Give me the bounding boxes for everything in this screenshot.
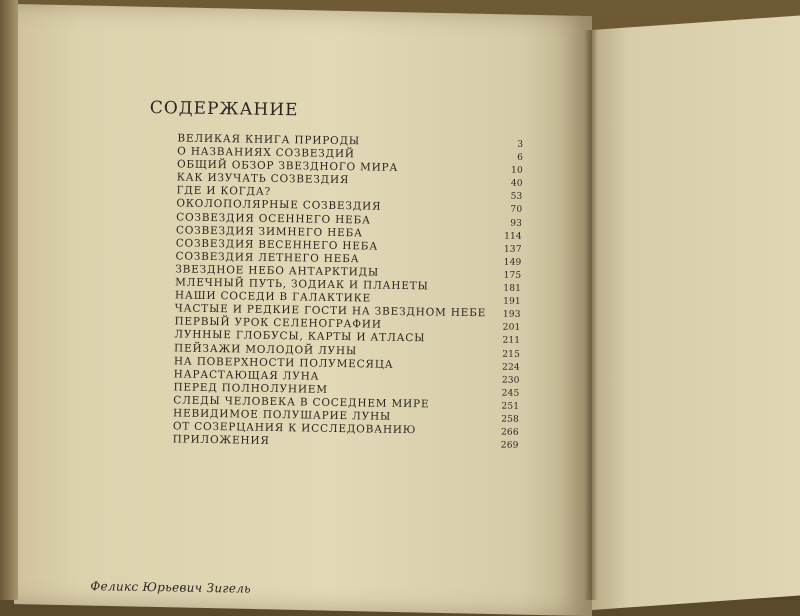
toc-entry-page: 93 <box>510 218 523 229</box>
toc-entry-page: 245 <box>501 388 520 399</box>
toc-entry-title: ВЕЛИКАЯ КНИГА ПРИРОДЫ <box>177 132 361 148</box>
toc-entry-title: ЛУННЫЕ ГЛОБУСЫ, КАРТЫ И АТЛАСЫ <box>174 328 426 345</box>
toc-entry-title: СОЗВЕЗДИЯ ЗИМНЕГО НЕБА <box>175 224 363 240</box>
toc-entry-title: О НАЗВАНИЯХ СОЗВЕЗДИЙ <box>177 145 355 161</box>
toc-entry-page: 230 <box>501 375 520 386</box>
toc-entry-title: ГДЕ И КОГДА? <box>176 184 272 199</box>
toc-entry-page: 193 <box>502 309 521 321</box>
toc-entry-page: 258 <box>501 414 520 425</box>
toc-entry-page: 269 <box>500 440 519 451</box>
toc-entry-page: 149 <box>503 257 522 268</box>
toc-entry-title: ПЕРВЫЙ УРОК СЕЛЕНОГРАФИИ <box>174 315 382 331</box>
toc-entry-title: НЕВИДИМОЕ ПОЛУШАРИЕ ЛУНЫ <box>172 407 392 423</box>
toc-entry-page: 53 <box>510 192 523 203</box>
toc-entry-page: 10 <box>510 165 524 177</box>
toc-entry-title: ПЕЙЗАЖИ МОЛОДОЙ ЛУНЫ <box>174 341 358 357</box>
toc-entry-page: 201 <box>502 322 521 334</box>
toc-entry-page: 70 <box>510 205 523 216</box>
toc-entry-title: ЧАСТЫЕ И РЕДКИЕ ГОСТИ НА ЗВЕЗДНОМ НЕБЕ <box>174 302 487 320</box>
toc-entry-title: ПЕРЕД ПОЛНОЛУНИЕМ <box>173 381 328 396</box>
toc-entry-page: 40 <box>510 178 523 190</box>
toc-entry-page: 215 <box>502 349 521 360</box>
toc-entry-title: НАШИ СОСЕДИ В ГАЛАКТИКЕ <box>174 289 372 305</box>
toc-entry-title: СОЗВЕЗДИЯ ОСЕННЕГО НЕБА <box>176 210 371 227</box>
toc-entry-page: 224 <box>501 362 520 373</box>
toc-entry-title: ОТ СОЗЕРЦАНИЯ К ИССЛЕДОВАНИЮ <box>172 420 417 437</box>
toc-entry-title: СОЗВЕЗДИЯ ЛЕТНЕГО НЕБА <box>175 250 360 266</box>
toc-entry-title: КАК ИЗУЧАТЬ СОЗВЕЗДИЯ <box>176 171 350 187</box>
toc-entry-title: НА ПОВЕРХНОСТИ ПОЛУМЕСЯЦА <box>173 355 394 371</box>
toc-entry-title: МЛЕЧНЫЙ ПУТЬ, ЗОДИАК И ПЛАНЕТЫ <box>175 276 429 293</box>
toc-entry-page: 3 <box>517 139 524 150</box>
author-name: Феликс Юрьевич Зигель <box>90 579 252 596</box>
toc-entry-title: НАРАСТАЮЩАЯ ЛУНА <box>173 368 320 383</box>
table-of-contents <box>173 132 524 452</box>
toc-entry-page: 191 <box>503 296 521 307</box>
toc-entry-page: 137 <box>503 244 522 255</box>
toc-entry-title: СЛЕДЫ ЧЕЛОВЕКА В СОСЕДНЕМ МИРЕ <box>173 394 430 411</box>
toc-entry-page: 251 <box>501 401 520 412</box>
contents-heading: СОДЕРЖАНИЕ <box>149 98 299 121</box>
toc-entry-page: 181 <box>503 283 522 294</box>
toc-entry-title: СОЗВЕЗДИЯ ВЕСЕННЕГО НЕБА <box>175 237 379 253</box>
toc-entry-title: ПРИЛОЖЕНИЯ <box>172 433 270 448</box>
toc-entry-page: 114 <box>504 231 522 242</box>
toc-entry-title: ОКОЛОПОЛЯРНЫЕ СОЗВЕЗДИЯ <box>176 197 382 214</box>
toc-entry-page: 266 <box>500 427 519 438</box>
toc-entry-page: 175 <box>503 270 522 281</box>
toc-entry-title: ОБЩИЙ ОБЗОР ЗВЕЗДНОГО МИРА <box>176 158 399 175</box>
toc-entry-page: 6 <box>517 152 524 163</box>
toc-entry-page: 211 <box>502 335 521 347</box>
toc-entry-title: ЗВЕЗДНОЕ НЕБО АНТАРКТИДЫ <box>175 263 380 279</box>
